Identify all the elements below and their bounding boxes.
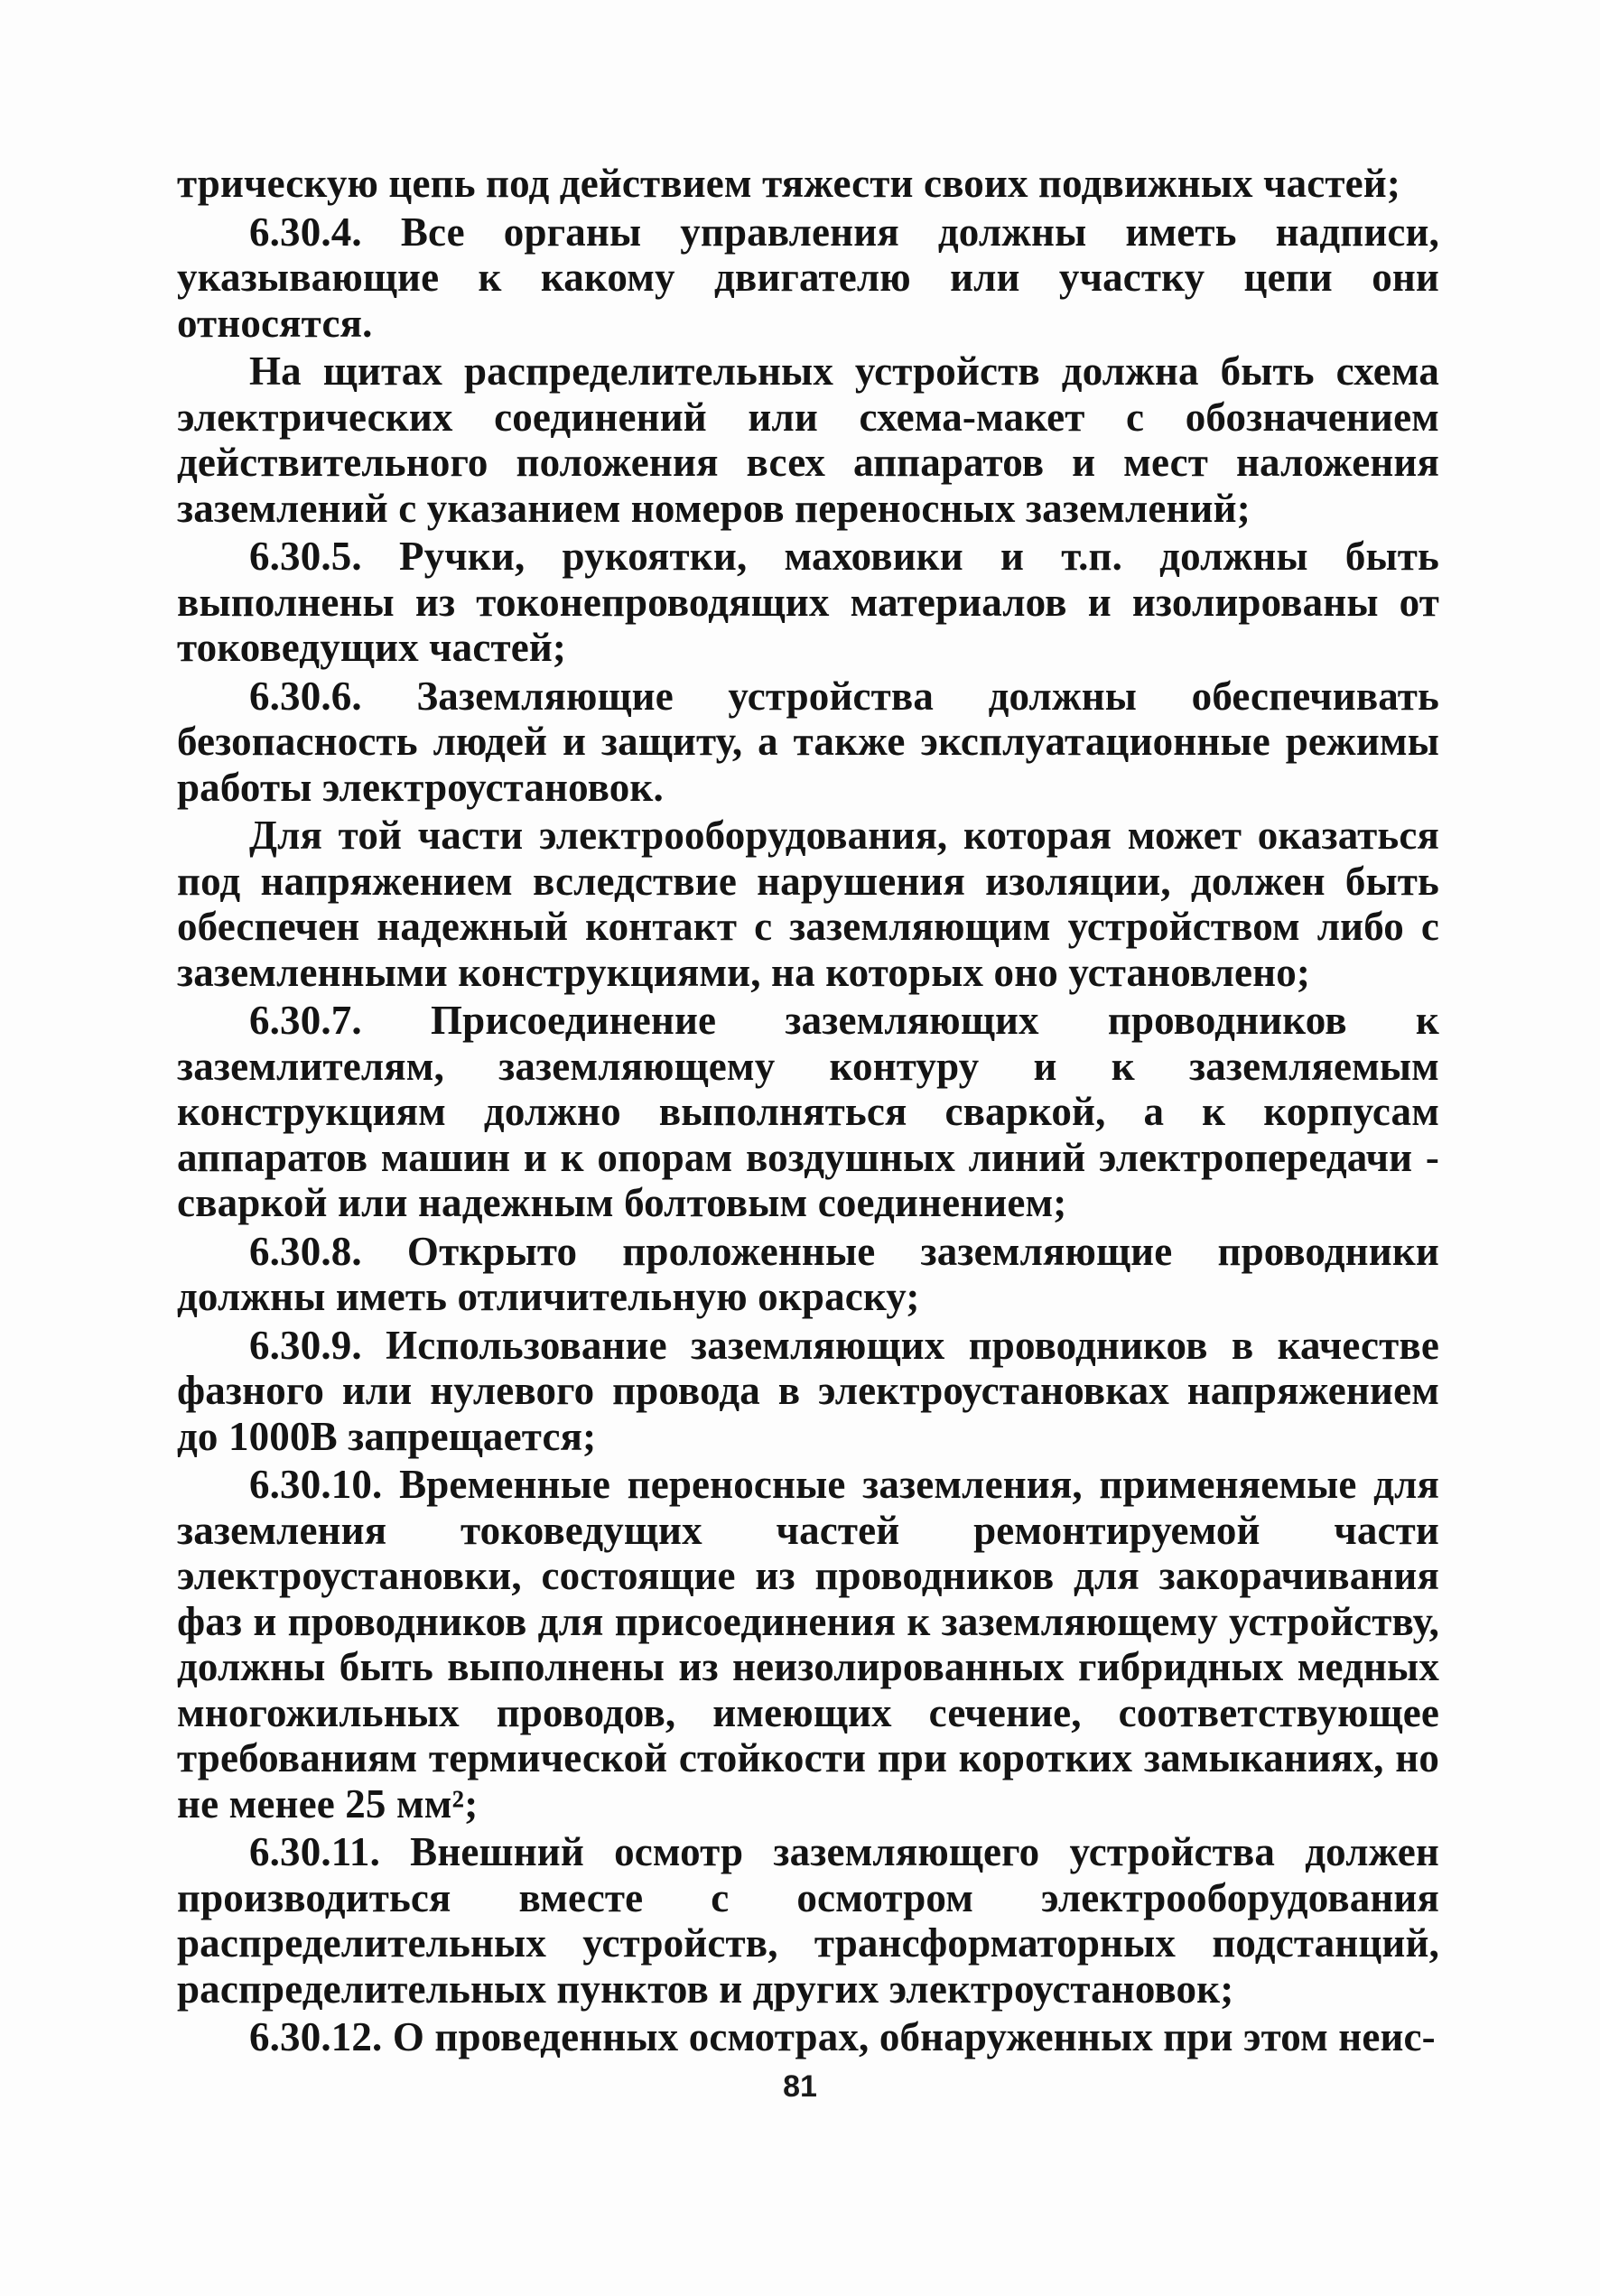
- paragraph-6-30-8: 6.30.8. Открыто проложенные заземляющие проводники должны иметь отличительную окраску;: [177, 1228, 1439, 1319]
- paragraph-6-30-4: 6.30.4. Все органы управления должны иметь надписи, указывающие к какому двигателю или участку цепи они относятся.: [177, 209, 1439, 346]
- paragraph-6-30-5: 6.30.5. Ручки, рукоятки, маховики и т.п. должны быть выполнены из токонепроводящих материалов и изолированы от токоведущих частей;: [177, 534, 1439, 670]
- paragraph-6-30-6: 6.30.6. Заземляющие устройства должны обеспечивать безопасность людей и защиту, а также эксплуатационные режимы работы электроустановок.: [177, 673, 1439, 810]
- paragraph-continuation: трическую цепь под действием тяжести своих подвижных частей;: [177, 161, 1401, 206]
- paragraph-grounding-contact: Для той части электрооборудования, которая может оказаться под напряжением вследствие нарушения изоляции, должен быть обеспечен надежный контакт с заземляющим устройством либо с заземленными конструкциями, на которых оно установлено;: [177, 813, 1439, 995]
- paragraph-switchboard-scheme: На щитах распределительных устройств должна быть схема электрических соединений или схема-макет с обозначением действительного положения всех аппаратов и мест наложения заземлений с указанием номеров переносных заземлений;: [177, 349, 1439, 531]
- paragraph-6-30-9: 6.30.9. Использование заземляющих проводников в качестве фазного или нулевого провода в электроустановках напряжением до 1000В запрещается;: [177, 1322, 1439, 1459]
- paragraph-6-30-11: 6.30.11. Внешний осмотр заземляющего устройства должен производиться вместе с осмотром электрооборудования распределительных устройств, трансформаторных подстанций, распределительных пунктов и других электроустановок;: [177, 1829, 1439, 2012]
- paragraph-6-30-10: 6.30.10. Временные переносные заземления, применяемые для заземления токоведущих частей ремонтируемой части электроустановки, состоящие из проводников для закорачивания фаз и проводников для присоединения к заземляющему устройству, должны быть выполнены из неизолированных гибридных медных многожильных проводов, имеющих сечение, соответствующее требованиям термической стойкости при коротких замыканиях, но не менее 25 мм²;: [177, 1462, 1439, 1827]
- body-text: [177, 161, 1439, 2060]
- page-number: 81: [783, 2069, 817, 2104]
- paragraph-6-30-7: 6.30.7. Присоединение заземляющих проводников к заземлителям, заземляющему контуру и к заземляемым конструкциям должно выполняться сваркой, а к корпусам аппаратов машин и к опорам воздушных линий электропередачи - сваркой или надежным болтовым соединением;: [177, 998, 1439, 1225]
- paragraph-6-30-12: 6.30.12. О проведенных осмотрах, обнаруженных при этом неис-: [249, 2014, 1436, 2059]
